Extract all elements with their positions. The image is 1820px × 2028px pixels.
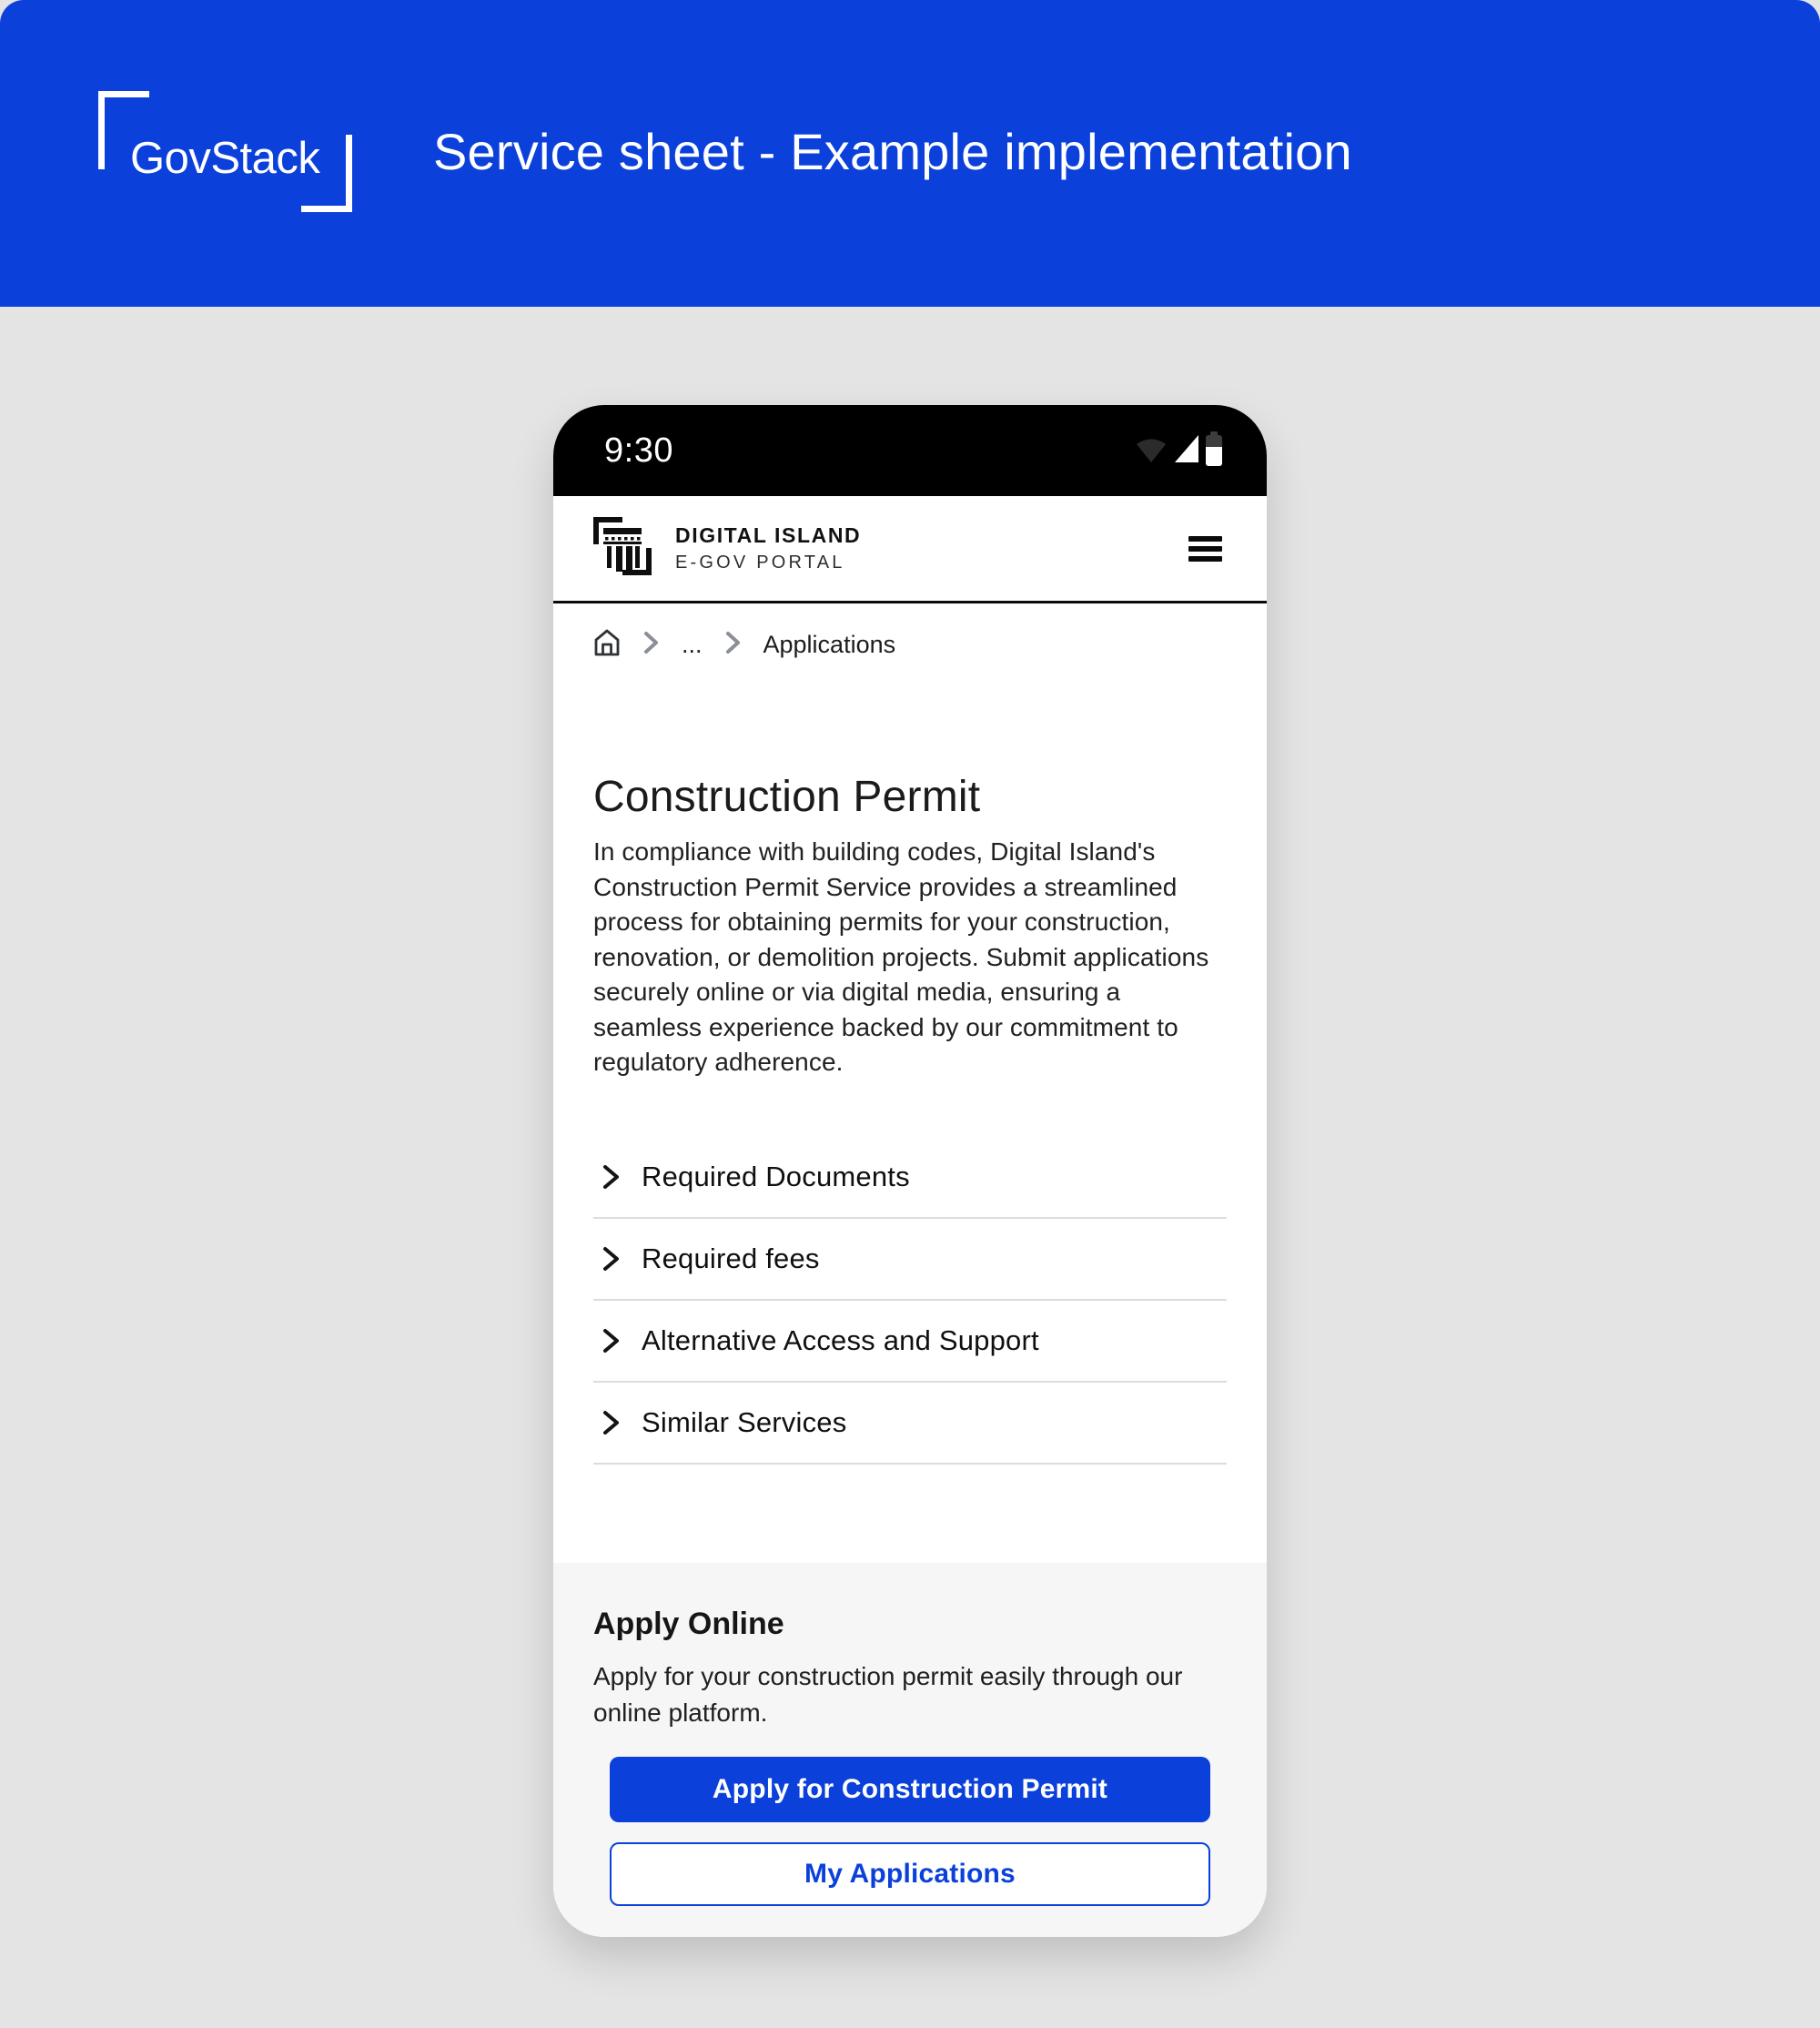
- govstack-logo: GovStack: [130, 134, 320, 183]
- banner: [0, 0, 1820, 307]
- status-icons: [1135, 431, 1222, 471]
- hamburger-menu-icon[interactable]: [1188, 536, 1222, 562]
- govstack-bracket-bottom-right-icon: [301, 135, 352, 212]
- chevron-right-icon: [602, 1410, 622, 1435]
- content-spacer: [553, 1465, 1267, 1564]
- org-name: DIGITAL ISLAND: [675, 523, 862, 547]
- org-subtitle: E-GOV PORTAL: [675, 553, 845, 573]
- accordion-label: Similar Services: [642, 1405, 847, 1438]
- accordion-list: [593, 1137, 1227, 1465]
- phone-mockup: [553, 405, 1267, 1937]
- breadcrumb: [553, 603, 1267, 660]
- apply-for-construction-permit-button[interactable]: Apply for Construction Permit: [610, 1757, 1210, 1822]
- cellular-signal-icon: [1174, 434, 1199, 468]
- column-building-icon: [593, 516, 652, 581]
- chevron-right-icon: [725, 631, 741, 659]
- accordion-required-fees[interactable]: [593, 1219, 1227, 1301]
- app-header: [553, 496, 1267, 603]
- breadcrumb-ellipsis[interactable]: ...: [682, 630, 703, 658]
- apply-section: [553, 1563, 1267, 1937]
- accordion-required-documents[interactable]: [593, 1137, 1227, 1219]
- my-applications-button[interactable]: My Applications: [610, 1842, 1210, 1906]
- page-title: Construction Permit: [593, 773, 981, 821]
- chevron-right-icon: [602, 1246, 622, 1272]
- chevron-right-icon: [602, 1328, 622, 1354]
- status-time: 9:30: [604, 431, 673, 470]
- accordion-label: Alternative Access and Support: [642, 1323, 1039, 1356]
- status-bar: [553, 405, 1267, 496]
- apply-description: Apply for your construction permit easily through our online platform.: [593, 1662, 1183, 1727]
- home-icon[interactable]: [593, 628, 621, 662]
- accordion-label: Required fees: [642, 1242, 820, 1274]
- breadcrumb-current[interactable]: Applications: [763, 630, 896, 658]
- battery-icon: [1206, 431, 1222, 471]
- accordion-label: Required Documents: [642, 1160, 910, 1192]
- page-content: [553, 660, 1267, 1465]
- apply-heading: Apply Online: [593, 1607, 784, 1641]
- accordion-alternative-access[interactable]: [593, 1301, 1227, 1383]
- chevron-right-icon: [602, 1164, 622, 1190]
- accordion-similar-services[interactable]: [593, 1383, 1227, 1465]
- page-description: In compliance with building codes, Digital Island's Construction Permit Service provides a streamlined process for obtaining permits for your construction, renovation, or demolition projects. Submit applications securely online or via digital media, ensuring a seamless experience backed by our commitment to regulatory adherence.: [593, 837, 1209, 1076]
- chevron-right-icon: [643, 631, 659, 659]
- org-names: [675, 523, 1188, 573]
- wifi-icon: [1135, 434, 1168, 468]
- banner-title: Service sheet - Example implementation: [433, 123, 1352, 180]
